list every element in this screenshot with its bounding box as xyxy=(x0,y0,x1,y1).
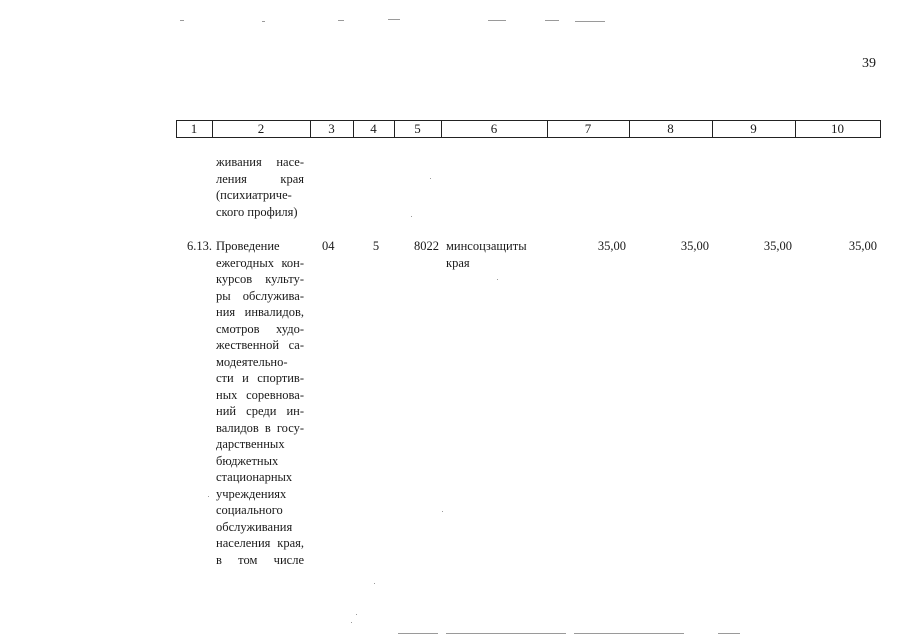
header-bottom-rule xyxy=(176,137,881,138)
responsible-line: минсоцзащиты xyxy=(446,239,527,253)
description-line: ры обслужива- xyxy=(216,288,304,303)
responsible-line: края xyxy=(446,255,470,270)
description-line: дарственных xyxy=(216,437,285,451)
description-line: ных соревнова- xyxy=(216,387,304,402)
description-line: учреждениях xyxy=(216,486,287,501)
scan-speck xyxy=(575,21,605,22)
header-col-3: 3 xyxy=(328,121,335,136)
row-col-9: 35,00 xyxy=(763,239,792,253)
description-line: ского профиля) xyxy=(216,204,298,219)
scan-speck xyxy=(574,633,684,634)
header-col-5: 5 xyxy=(414,121,421,136)
description-line: смотров худо- xyxy=(216,321,304,336)
row-col-6 xyxy=(446,238,542,271)
scan-dot xyxy=(351,622,352,623)
description-line: стационарных xyxy=(216,470,293,484)
description-line: курсов культу- xyxy=(216,272,304,286)
row-description xyxy=(216,238,304,568)
page-number: 39 xyxy=(862,56,876,71)
description-line: ния инвалидов, xyxy=(216,305,304,319)
description-line: живания насе- xyxy=(216,155,304,169)
scan-speck xyxy=(718,633,740,634)
description-line: в том числе xyxy=(216,552,304,567)
row-col-8: 35,00 xyxy=(680,239,709,253)
description-line: бюджетных xyxy=(216,453,279,468)
row-index: 6.13. xyxy=(187,239,212,253)
scan-speck xyxy=(446,633,566,634)
description-line: населения края, xyxy=(216,536,304,550)
scan-speck xyxy=(180,20,184,21)
description-line: обслуживания xyxy=(216,519,293,534)
scan-dot xyxy=(411,216,412,217)
scan-speck xyxy=(388,19,400,20)
header-col-1: 1 xyxy=(190,121,198,136)
scan-dot xyxy=(442,511,443,512)
description-line: жественной са- xyxy=(216,338,304,352)
scan-speck xyxy=(398,633,438,634)
scan-dot xyxy=(497,279,498,280)
description-line: модеятельно- xyxy=(216,354,288,369)
description-line: валидов в госу- xyxy=(216,420,304,435)
description-line: ежегодных кон- xyxy=(216,255,304,270)
header-divider xyxy=(880,120,881,137)
row-col-3: 04 xyxy=(322,239,335,253)
header-col-10: 10 xyxy=(831,121,844,136)
description-line: (психиатриче- xyxy=(216,188,292,202)
description-line: ления края xyxy=(216,171,304,186)
scan-dot xyxy=(208,496,209,497)
header-col-6: 6 xyxy=(490,121,498,136)
row-col-5: 8022 xyxy=(414,239,439,253)
row-col-7: 35,00 xyxy=(597,239,626,253)
description-line: ний среди ин- xyxy=(216,404,304,418)
header-col-4: 4 xyxy=(370,121,377,136)
description-line: сти и спортив- xyxy=(216,371,304,385)
scan-dot xyxy=(374,583,375,584)
row-col-10: 35,00 xyxy=(848,239,877,253)
scan-dot xyxy=(356,614,357,615)
header-col-7: 7 xyxy=(584,121,592,136)
description-line: Проведение xyxy=(216,239,280,253)
scan-dot xyxy=(430,178,431,179)
header-col-9: 9 xyxy=(750,121,757,136)
scan-speck xyxy=(262,21,265,22)
description-line: социального xyxy=(216,503,283,517)
scan-speck xyxy=(545,20,559,21)
header-col-2: 2 xyxy=(257,121,265,136)
scan-speck xyxy=(488,20,506,21)
scan-speck xyxy=(338,20,344,21)
header-col-8: 8 xyxy=(667,121,674,136)
row-col-4: 5 xyxy=(372,239,380,253)
continued-row-description xyxy=(216,154,304,220)
